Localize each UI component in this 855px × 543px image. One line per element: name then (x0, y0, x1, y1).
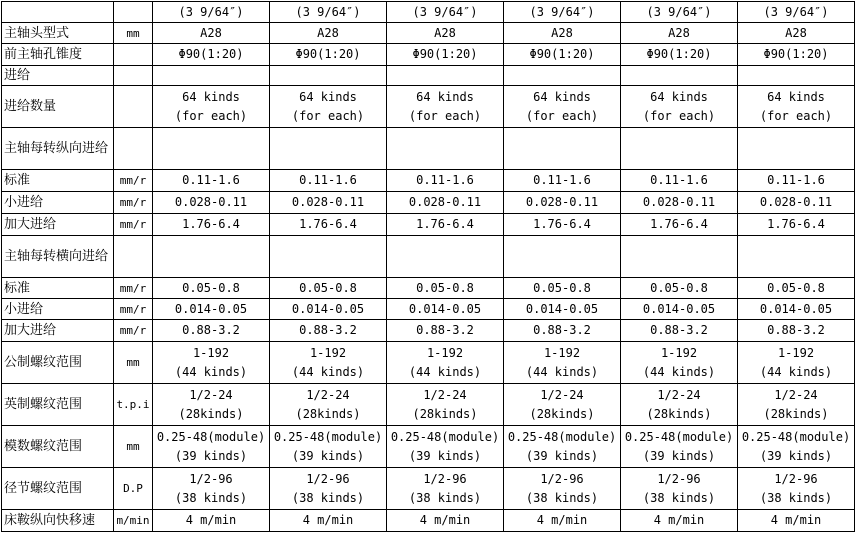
row-label: 主轴每转纵向进给 (2, 128, 114, 170)
value-text: (39 kinds) (408, 448, 482, 463)
value-cell (504, 510, 621, 532)
table-row (2, 2, 855, 23)
value-text: A28 (668, 25, 690, 40)
value-text: 0.88-3.2 (650, 323, 708, 337)
value-text: (38 kinds) (291, 490, 365, 505)
value-text: A28 (317, 25, 339, 40)
value-text: (44 kinds) (174, 364, 248, 379)
value-cell (504, 426, 621, 468)
value-text: 0.11-1.6 (416, 173, 474, 187)
value-text: 1.76-6.4 (533, 217, 591, 231)
value-text: 0.05-0.8 (416, 280, 474, 295)
value-cell (153, 23, 270, 44)
value-cell (270, 192, 387, 214)
value-cell (387, 66, 504, 86)
value-cell (738, 299, 855, 320)
value-cell (153, 299, 270, 320)
value-text: 0.028-0.11 (408, 195, 482, 209)
value-text: (44 kinds) (525, 364, 599, 379)
value-cell (153, 86, 270, 128)
row-label: 前主轴孔锥度 (2, 44, 114, 66)
value-cell (621, 510, 738, 532)
value-text: Φ90(1:20) (646, 47, 712, 61)
value-cell (621, 278, 738, 299)
value-cell (738, 510, 855, 532)
value-cell (738, 86, 855, 128)
row-label: 标准 (2, 170, 114, 192)
value-cell (738, 384, 855, 426)
row-unit (114, 2, 153, 23)
table-row (2, 66, 855, 86)
value-cell (504, 2, 621, 23)
table-row (2, 426, 855, 468)
row-label: 英制螺纹范围 (2, 384, 114, 426)
table-row (2, 510, 855, 532)
value-cell (153, 510, 270, 532)
value-cell (621, 2, 738, 23)
value-text: 0.028-0.11 (642, 195, 716, 209)
value-cell (738, 44, 855, 66)
value-cell (153, 278, 270, 299)
value-text: (44 kinds) (642, 364, 716, 379)
value-cell (738, 23, 855, 44)
value-cell (621, 192, 738, 214)
value-cell (387, 44, 504, 66)
value-text: Φ90(1:20) (763, 47, 829, 61)
value-text: 0.05-0.8 (650, 280, 708, 295)
value-cell (738, 66, 855, 86)
row-label: 小进给 (2, 192, 114, 214)
row-label (2, 2, 114, 23)
row-unit: mm (114, 426, 153, 468)
value-text: (for each) (642, 108, 716, 123)
value-text: (44 kinds) (408, 364, 482, 379)
value-cell (738, 236, 855, 278)
value-text: 0.25-48(module) (273, 429, 383, 444)
value-cell (153, 214, 270, 236)
value-text: 1-192 (543, 345, 581, 360)
value-cell (621, 299, 738, 320)
value-text: (3 9/64″) (295, 4, 361, 19)
value-text: 64 kinds (182, 89, 240, 104)
row-unit: D.P (114, 468, 153, 510)
value-text: 4 m/min (770, 513, 822, 527)
value-text: 0.05-0.8 (182, 280, 240, 295)
value-cell (270, 426, 387, 468)
value-text: 0.014-0.05 (291, 301, 365, 316)
value-cell (504, 23, 621, 44)
value-text: 0.05-0.8 (533, 280, 591, 295)
value-cell (387, 23, 504, 44)
value-text: 0.88-3.2 (533, 323, 591, 337)
spec-table-body (2, 2, 855, 532)
value-cell (270, 170, 387, 192)
value-text: (28kinds) (763, 406, 829, 421)
value-text: 4 m/min (302, 513, 354, 527)
table-row (2, 320, 855, 342)
value-text: 1/2-96 (189, 471, 233, 486)
value-cell (621, 214, 738, 236)
value-text: 0.014-0.05 (642, 301, 716, 316)
value-cell (504, 299, 621, 320)
value-text: (39 kinds) (525, 448, 599, 463)
value-cell (504, 66, 621, 86)
value-cell (387, 170, 504, 192)
value-text: (3 9/64″) (646, 4, 712, 19)
value-cell (621, 342, 738, 384)
value-cell (504, 468, 621, 510)
value-cell (153, 192, 270, 214)
value-cell (387, 384, 504, 426)
row-unit: mm/r (114, 278, 153, 299)
value-cell (387, 468, 504, 510)
table-row (2, 214, 855, 236)
value-cell (621, 320, 738, 342)
value-text: 1-192 (777, 345, 815, 360)
table-row (2, 278, 855, 299)
value-text: 1.76-6.4 (182, 217, 240, 231)
row-label: 加大进给 (2, 320, 114, 342)
value-cell (621, 128, 738, 170)
value-cell (387, 2, 504, 23)
row-unit: mm/r (114, 320, 153, 342)
value-cell (621, 86, 738, 128)
row-unit: m/min (114, 510, 153, 532)
value-text: 0.014-0.05 (408, 301, 482, 316)
value-cell (270, 44, 387, 66)
value-text: Φ90(1:20) (178, 47, 244, 61)
value-cell (153, 44, 270, 66)
value-cell (387, 342, 504, 384)
row-unit: mm/r (114, 299, 153, 320)
value-cell (504, 342, 621, 384)
row-unit (114, 236, 153, 278)
value-text: 0.25-48(module) (390, 429, 500, 444)
table-row (2, 192, 855, 214)
row-unit (114, 66, 153, 86)
value-text: (39 kinds) (291, 448, 365, 463)
value-text: (38 kinds) (642, 490, 716, 505)
value-text: 4 m/min (653, 513, 705, 527)
value-text: A28 (551, 25, 573, 40)
value-cell (621, 236, 738, 278)
value-cell (504, 384, 621, 426)
value-text: (39 kinds) (174, 448, 248, 463)
row-unit: mm (114, 23, 153, 44)
row-label: 进给数量 (2, 86, 114, 128)
value-text: 1/2-24 (657, 387, 701, 402)
value-cell (153, 384, 270, 426)
value-text: 0.88-3.2 (767, 323, 825, 337)
value-cell (738, 426, 855, 468)
row-label: 径节螺纹范围 (2, 468, 114, 510)
table-row (2, 468, 855, 510)
value-text: (for each) (759, 108, 833, 123)
value-cell (387, 320, 504, 342)
value-cell (738, 192, 855, 214)
value-text: 64 kinds (767, 89, 825, 104)
table-row (2, 342, 855, 384)
value-cell (504, 278, 621, 299)
value-cell (387, 510, 504, 532)
value-cell (387, 86, 504, 128)
value-text: (39 kinds) (642, 448, 716, 463)
value-text: 1/2-24 (540, 387, 584, 402)
value-text: (38 kinds) (174, 490, 248, 505)
row-label: 进给 (2, 66, 114, 86)
value-cell (621, 170, 738, 192)
row-unit: mm/r (114, 214, 153, 236)
value-cell (387, 214, 504, 236)
value-text: 4 m/min (536, 513, 588, 527)
value-cell (387, 128, 504, 170)
value-text: 0.25-48(module) (507, 429, 617, 444)
row-label: 模数螺纹范围 (2, 426, 114, 468)
value-cell (270, 320, 387, 342)
value-text: (for each) (174, 108, 248, 123)
table-row (2, 299, 855, 320)
value-cell (153, 426, 270, 468)
row-label: 公制螺纹范围 (2, 342, 114, 384)
value-text: Φ90(1:20) (295, 47, 361, 61)
value-text: (3 9/64″) (529, 4, 595, 19)
table-row (2, 384, 855, 426)
value-cell (270, 86, 387, 128)
value-text: (28kinds) (295, 406, 361, 421)
value-cell (738, 278, 855, 299)
value-cell (504, 192, 621, 214)
value-cell (153, 2, 270, 23)
row-label: 主轴每转横向进给 (2, 236, 114, 278)
row-label: 加大进给 (2, 214, 114, 236)
value-text: (44 kinds) (759, 364, 833, 379)
value-text: 0.028-0.11 (525, 195, 599, 209)
value-text: (38 kinds) (759, 490, 833, 505)
value-text: 0.028-0.11 (174, 195, 248, 209)
value-cell (738, 214, 855, 236)
value-text: (3 9/64″) (763, 4, 829, 19)
value-cell (153, 128, 270, 170)
value-cell (270, 66, 387, 86)
value-text: 1.76-6.4 (299, 217, 357, 231)
value-cell (270, 23, 387, 44)
value-cell (387, 299, 504, 320)
table-row (2, 86, 855, 128)
value-cell (153, 342, 270, 384)
value-text: 1/2-96 (423, 471, 467, 486)
value-text: 0.11-1.6 (182, 173, 240, 187)
value-text: (38 kinds) (525, 490, 599, 505)
row-unit (114, 128, 153, 170)
value-cell (504, 214, 621, 236)
value-cell (504, 320, 621, 342)
value-cell (504, 86, 621, 128)
value-cell (270, 510, 387, 532)
value-cell (738, 2, 855, 23)
value-cell (153, 236, 270, 278)
value-text: 1-192 (192, 345, 230, 360)
value-text: 0.11-1.6 (650, 173, 708, 187)
value-text: 0.05-0.8 (767, 280, 825, 295)
value-text: (38 kinds) (408, 490, 482, 505)
value-text: 1/2-24 (189, 387, 233, 402)
value-text: 1.76-6.4 (416, 217, 474, 231)
value-cell (504, 236, 621, 278)
value-text: A28 (434, 25, 456, 40)
value-cell (621, 384, 738, 426)
value-text: 1/2-96 (306, 471, 350, 486)
value-text: 1/2-96 (774, 471, 818, 486)
value-cell (621, 66, 738, 86)
value-text: 0.11-1.6 (767, 173, 825, 187)
value-text: 1/2-24 (306, 387, 350, 402)
value-cell (153, 468, 270, 510)
row-label: 主轴头型式 (2, 23, 114, 44)
value-cell (738, 128, 855, 170)
value-text: 0.25-48(module) (624, 429, 734, 444)
row-label: 标准 (2, 278, 114, 299)
value-cell (621, 23, 738, 44)
value-text: 64 kinds (416, 89, 474, 104)
value-text: (28kinds) (178, 406, 244, 421)
value-cell (738, 170, 855, 192)
value-text: 0.028-0.11 (291, 195, 365, 209)
value-text: 1-192 (660, 345, 698, 360)
value-cell (270, 128, 387, 170)
value-text: 0.05-0.8 (299, 280, 357, 295)
value-text: 1-192 (426, 345, 464, 360)
value-cell (270, 468, 387, 510)
value-cell (387, 426, 504, 468)
value-text: Φ90(1:20) (412, 47, 478, 61)
value-text: 1/2-24 (423, 387, 467, 402)
value-text: 0.25-48(module) (741, 429, 851, 444)
value-cell (387, 192, 504, 214)
value-text: 1/2-96 (540, 471, 584, 486)
value-text: 4 m/min (185, 513, 237, 527)
value-text: 0.014-0.05 (759, 301, 833, 316)
value-text: 4 m/min (419, 513, 471, 527)
value-cell (621, 468, 738, 510)
value-text: 0.028-0.11 (759, 195, 833, 209)
value-cell (621, 44, 738, 66)
value-text: 0.88-3.2 (299, 323, 357, 337)
value-cell (270, 342, 387, 384)
value-text: 1.76-6.4 (650, 217, 708, 231)
value-cell (621, 426, 738, 468)
value-cell (270, 299, 387, 320)
table-row (2, 236, 855, 278)
value-text: 1.76-6.4 (767, 217, 825, 231)
value-cell (270, 278, 387, 299)
value-text: (44 kinds) (291, 364, 365, 379)
row-label: 小进给 (2, 299, 114, 320)
value-text: 0.25-48(module) (156, 429, 266, 444)
row-unit: mm (114, 342, 153, 384)
value-cell (153, 170, 270, 192)
value-text: 0.11-1.6 (299, 173, 357, 187)
value-text: (for each) (408, 108, 482, 123)
row-unit (114, 86, 153, 128)
row-unit (114, 44, 153, 66)
value-text: A28 (785, 25, 807, 40)
value-cell (270, 236, 387, 278)
row-unit: mm/r (114, 192, 153, 214)
value-text: 64 kinds (299, 89, 357, 104)
value-cell (738, 342, 855, 384)
value-text: 0.014-0.05 (525, 301, 599, 316)
spec-table (1, 1, 855, 532)
value-text: 64 kinds (650, 89, 708, 104)
value-cell (738, 468, 855, 510)
value-text: (3 9/64″) (412, 4, 478, 19)
value-text: (39 kinds) (759, 448, 833, 463)
value-text: (28kinds) (646, 406, 712, 421)
value-text: (28kinds) (412, 406, 478, 421)
value-text: 0.014-0.05 (174, 301, 248, 316)
value-cell (153, 320, 270, 342)
value-text: Φ90(1:20) (529, 47, 595, 61)
value-text: (for each) (525, 108, 599, 123)
value-cell (504, 170, 621, 192)
value-text: A28 (200, 25, 222, 40)
row-label: 床鞍纵向快移速 (2, 510, 114, 532)
value-text: (28kinds) (529, 406, 595, 421)
value-cell (504, 128, 621, 170)
value-cell (504, 44, 621, 66)
value-text: 1/2-96 (657, 471, 701, 486)
value-cell (270, 214, 387, 236)
value-text: 1/2-24 (774, 387, 818, 402)
table-row (2, 23, 855, 44)
value-text: (for each) (291, 108, 365, 123)
value-text: (3 9/64″) (178, 4, 244, 19)
value-cell (270, 2, 387, 23)
value-cell (153, 66, 270, 86)
value-cell (270, 384, 387, 426)
value-cell (738, 320, 855, 342)
row-unit: mm/r (114, 170, 153, 192)
table-row (2, 170, 855, 192)
value-cell (387, 236, 504, 278)
table-row (2, 128, 855, 170)
value-text: 0.11-1.6 (533, 173, 591, 187)
value-text: 64 kinds (533, 89, 591, 104)
value-cell (387, 278, 504, 299)
value-text: 0.88-3.2 (416, 323, 474, 337)
value-text: 0.88-3.2 (182, 323, 240, 337)
row-unit: t.p.i (114, 384, 153, 426)
value-text: 1-192 (309, 345, 347, 360)
table-row (2, 44, 855, 66)
